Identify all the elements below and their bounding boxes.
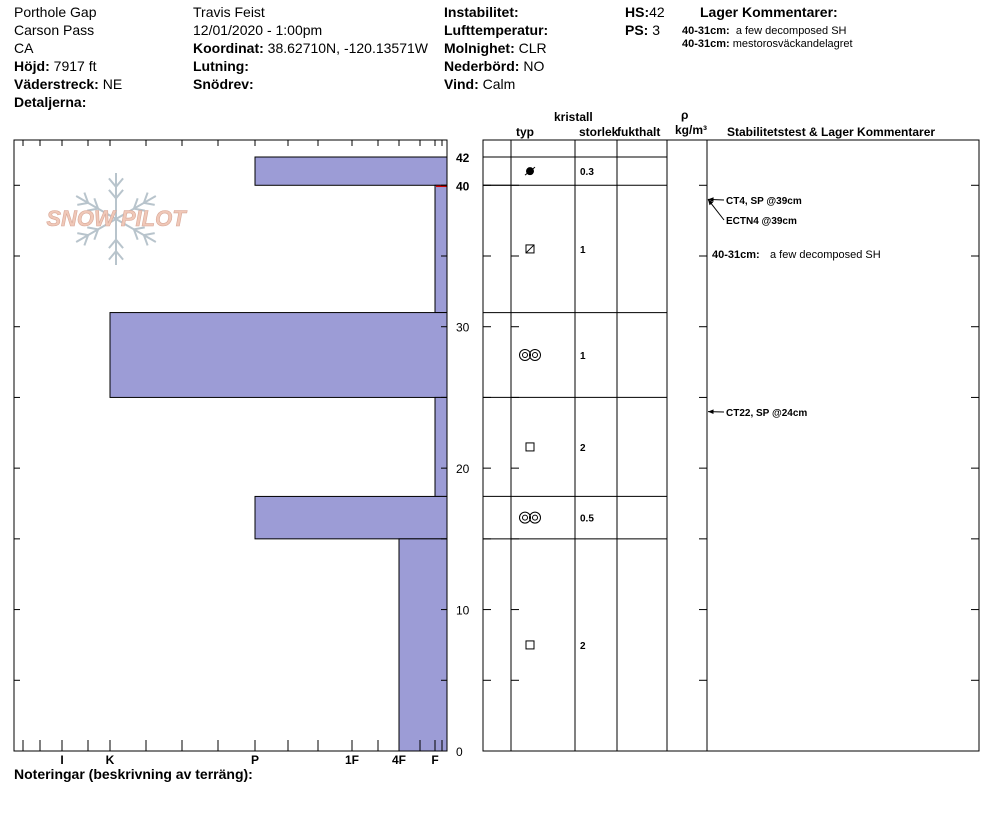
- grain-ring: [530, 512, 541, 523]
- grain-ring: [520, 512, 531, 523]
- hardness-bar-2: [435, 185, 447, 312]
- hardness-label-1F: 1F: [344, 753, 360, 767]
- flake-branch: [144, 233, 155, 235]
- grain-ring: [520, 350, 531, 361]
- area-name: Carson Pass: [14, 22, 95, 38]
- hardness-bar-1: [255, 157, 447, 185]
- stability-tests: [708, 196, 807, 419]
- hardness-bar-6: [399, 539, 447, 751]
- rho-header: ρ: [681, 108, 689, 122]
- snow-height: HS:42: [625, 4, 665, 20]
- depth-label-42: 42: [456, 151, 470, 165]
- hardness-bar-4: [435, 397, 447, 496]
- grain-size-4: 2: [580, 442, 586, 454]
- coordinates: Koordinat: 38.62710N, -120.13571W: [193, 40, 428, 56]
- pit-score: PS: 3: [625, 22, 661, 38]
- grain-ring: [530, 350, 541, 361]
- hardness-plot-frame: [14, 140, 447, 751]
- hardness-bars: [110, 157, 447, 751]
- stability-test-2: ECTN4 @39cm: [726, 216, 797, 227]
- size-header: storlek: [579, 125, 619, 139]
- aspect: Väderstreck: NE: [14, 76, 123, 92]
- grain-size-5: 0.5: [580, 513, 594, 525]
- wind: Vind: Calm: [444, 76, 516, 92]
- terrain-notes-label: Noteringar (beskrivning av terräng):: [14, 766, 253, 782]
- grain-ring-inner: [533, 515, 538, 520]
- stability-test-3: CT22, SP @24cm: [726, 408, 808, 419]
- layer-note-text: a few decomposed SH: [770, 249, 881, 261]
- hardness-bar-3: [110, 313, 447, 398]
- hardness-label-P: P: [250, 753, 260, 767]
- hardness-bar-5: [255, 496, 447, 538]
- flake-branch: [116, 190, 123, 198]
- snowpilot-logo: [46, 173, 187, 265]
- depth-label-0: 0: [456, 745, 463, 759]
- layer-note: [712, 249, 881, 261]
- flake-branch: [109, 178, 116, 186]
- grain-square: [526, 443, 534, 451]
- hardness-label-4F: 4F: [391, 753, 407, 767]
- depth-label-10: 10: [456, 603, 470, 618]
- flake-branch: [109, 240, 116, 248]
- sky-cover: Molnighet: CLR: [444, 40, 547, 56]
- melt-form-icon: [520, 512, 541, 523]
- instability: Instabilitet:: [444, 4, 519, 20]
- grain-size-6: 2: [580, 640, 586, 652]
- grain-size-1: 0.3: [580, 167, 594, 179]
- grain-ring-inner: [523, 515, 528, 520]
- stability-test-1: CT4, SP @39cm: [726, 196, 802, 207]
- grain-size-2: 1: [580, 244, 586, 256]
- faceted-icon: [526, 443, 534, 451]
- flake-branch: [144, 203, 155, 205]
- stability-header: Stabilitetstest & Lager Kommentarer: [727, 125, 936, 139]
- grain-square: [526, 641, 534, 649]
- grain-ring-inner: [523, 353, 528, 358]
- flake-branch: [109, 190, 116, 198]
- observer-name: Travis Feist: [193, 4, 265, 20]
- stability-arrow-3-head: [708, 409, 714, 414]
- layer-comments-title: Lager Kommentarer:: [700, 4, 838, 20]
- flake-branch: [77, 203, 88, 205]
- depth-label-40: 40: [456, 179, 470, 194]
- layer-note-range: 40-31cm:: [712, 249, 760, 261]
- slope: Lutning:: [193, 58, 249, 74]
- grain-table-frame: [483, 140, 979, 751]
- mixed-form-icon: [526, 245, 534, 253]
- grain-diag: [526, 245, 534, 253]
- observation-datetime: 12/01/2020 - 1:00pm: [193, 22, 323, 38]
- flake-branch: [116, 251, 123, 259]
- wind-loading: Snödrev:: [193, 76, 254, 92]
- state-name: CA: [14, 40, 34, 56]
- grain-size-3: 1: [580, 351, 586, 362]
- air-temperature: Lufttemperatur:: [444, 22, 549, 38]
- layer-comment-2: 40-31cm: mestorosväckandelagret: [682, 38, 853, 50]
- layer-comment-1: 40-31cm: a few decomposed SH: [682, 25, 847, 37]
- crystal-header: kristall: [554, 110, 593, 124]
- flake-branch: [109, 251, 116, 259]
- logo-text: SNOW PILOT: [46, 206, 186, 231]
- grain-ring-inner: [533, 353, 538, 358]
- elevation: Höjd: 7917 ft: [14, 58, 97, 74]
- precipitation: Nederbörd: NO: [444, 58, 545, 74]
- type-header: typ: [516, 125, 534, 139]
- flake-branch: [116, 178, 123, 186]
- faceted-icon: [526, 641, 534, 649]
- details: Detaljerna:: [14, 94, 87, 110]
- melt-form-icon: [520, 350, 541, 361]
- hardness-label-F: F: [431, 753, 439, 767]
- hardness-label-K: K: [105, 753, 115, 767]
- depth-label-20: 20: [456, 462, 470, 477]
- depth-label-30: 30: [456, 320, 470, 335]
- location-name: Porthole Gap: [14, 4, 97, 20]
- flake-branch: [77, 233, 88, 235]
- depth-axis: [14, 151, 979, 759]
- hardness-label-I: I: [60, 753, 64, 767]
- rounding-facet-icon: [525, 167, 535, 175]
- moisture-header: fukthalt: [617, 125, 661, 139]
- density-header: kg/m³: [675, 123, 708, 137]
- flake-branch: [116, 240, 123, 248]
